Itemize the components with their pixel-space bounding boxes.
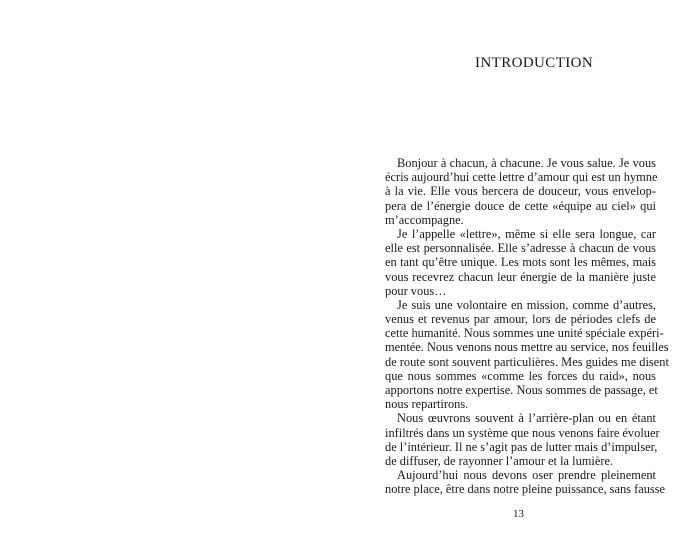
- text-line: de l’intérieur. Il ne s’agit pas de lutter mais d’impulser,: [385, 439, 658, 454]
- text-line: à la vie. Elle vous bercera de douceur, vous envelop-: [385, 184, 656, 199]
- text-line: pour vous…: [385, 283, 447, 298]
- paragraph: [385, 297, 669, 412]
- chapter-heading: INTRODUCTION: [475, 55, 594, 71]
- paragraph: [385, 156, 656, 227]
- page-number: 13: [513, 508, 524, 520]
- text-line: notre place, être dans notre pleine puissance, sans fausse: [385, 482, 666, 497]
- text-line: cette humanité. Nous sommes une unité spéciale expéri-: [385, 326, 664, 341]
- paragraph: [385, 468, 666, 497]
- text-line: elle est personnalisée. Elle s’adresse à chacun de vous: [385, 241, 656, 256]
- text-line: Je l’appelle «lettre», même si elle sera longue, car: [397, 226, 656, 241]
- text-line: venus et revenus par amour, lors de périodes clefs de: [385, 312, 656, 327]
- text-line: pera de l’énergie douce de cette «équipe au ciel» qui: [385, 198, 656, 213]
- text-line: infiltrés dans un système que nous venons faire évoluer: [385, 425, 660, 440]
- text-line: mentée. Nous venons nous mettre au service, nos feuilles: [385, 340, 669, 355]
- paragraph: [385, 227, 656, 298]
- text-line: Aujourd’hui nous devons oser prendre pleinement: [397, 468, 656, 483]
- text-line: Je suis une volontaire en mission, comme d’autres,: [397, 297, 656, 312]
- text-line: vous recevrez chacun leur énergie de la manière juste: [385, 269, 656, 284]
- text-line: nous repartirons.: [385, 397, 469, 412]
- body-text: [385, 156, 669, 497]
- text-line: que nous sommes «comme les forces du raid», nous: [385, 368, 656, 383]
- text-line: en tant qu’être unique. Les mots sont les mêmes, mais: [385, 255, 656, 270]
- text-line: apportons notre expertise. Nous sommes de passage, et: [385, 383, 658, 397]
- text-line: de diffuser, de rayonner l’amour et la lumière.: [385, 453, 614, 468]
- text-line: Bonjour à chacun, à chacune. Je vous salue. Je vous: [397, 156, 656, 170]
- text-line: Nous œuvrons souvent à l’arrière-plan ou en étant: [397, 411, 656, 426]
- text-line: de route sont souvent particulières. Mes guides me disent: [385, 354, 669, 369]
- text-line: écris aujourd’hui cette lettre d’amour qui est un hymne: [385, 170, 658, 185]
- text-line: m’accompagne.: [385, 212, 464, 227]
- paragraph: [385, 411, 660, 468]
